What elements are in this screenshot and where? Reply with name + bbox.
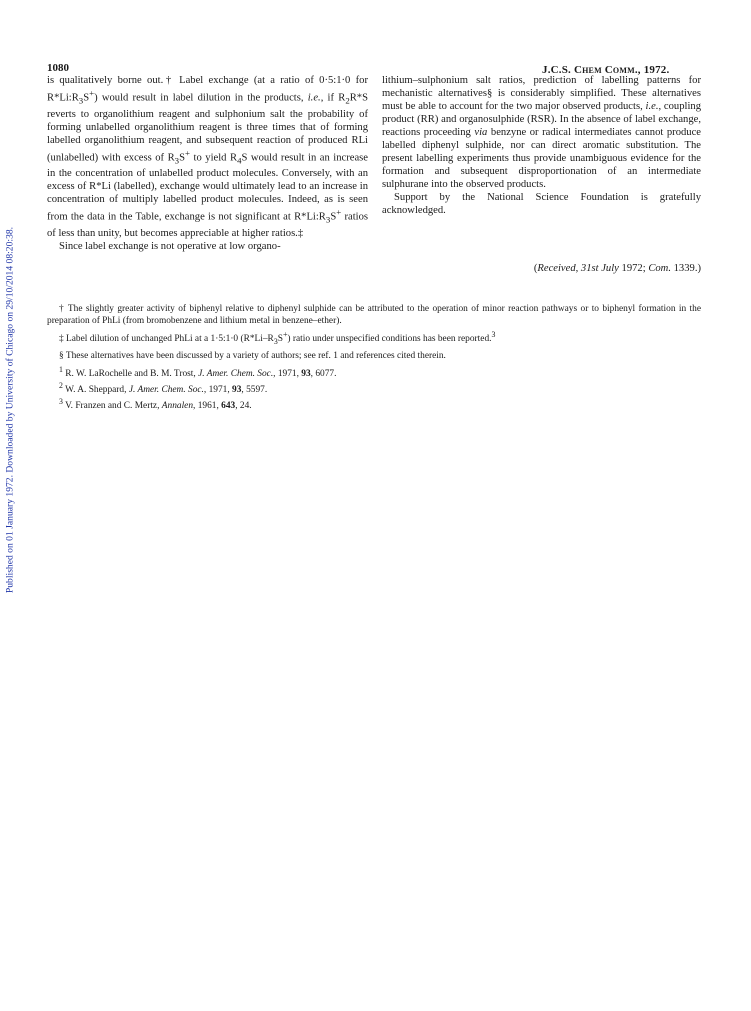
text-run: ) would result in label dilution in the products, <box>94 92 308 104</box>
reference-journal: J. Amer. Chem. Soc. <box>128 385 204 396</box>
reference-journal: Annalen <box>161 401 194 412</box>
text-run: S would result in an increase in the concentration of unlabelled product molecules. Conversely, with an excess of R*Li (labelled), exchange would ultimately lead to an increase in concentration of multiply labelled product molecules. Indeed, as is seen from the data in the Table, exchange is not significant at R*Li:R <box>47 152 368 223</box>
italic-text: i.e. <box>645 101 659 112</box>
italic-text: via <box>474 127 488 138</box>
superscript: + <box>185 147 190 158</box>
text-run: lithium–sulphonium salt ratios, prediction of labelling patterns for mechanistic alternatives§ is considerably simplified. These alternatives must be able to account for the two major observed products, <box>382 75 701 112</box>
subscript: 3 <box>78 95 84 106</box>
reference-item <box>47 380 701 396</box>
italic-text: Received <box>537 263 576 274</box>
right-column <box>382 74 701 217</box>
superscript: 3 <box>491 330 496 339</box>
reference-pages: , 5597. <box>241 385 268 396</box>
footnote-dagger: † The slightly greater activity of biphenyl relative to diphenyl sulphide can be attributed to the operation of minor reaction pathways or to biphenyl formation in the preparation of PhLi (from bromobenzene and lithium metal in benzene–ether). <box>47 304 701 326</box>
paragraph <box>47 74 368 240</box>
text-run: benzyne or radical intermediates cannot produce labelled diphenyl sulphide, nor can direct aromatic substitution. The present labelling experiments thus provide unambiguous evidence for the formation and subsequent disproportionation of an intermediate sulphurane into the observed products. <box>382 127 701 190</box>
reference-item <box>47 364 701 380</box>
reference-year: , 1961, <box>193 401 222 412</box>
acknowledgement: Support by the National Science Foundation is gratefully acknowledged. <box>382 192 701 216</box>
received-date <box>382 263 701 274</box>
reference-journal: J. Amer. Chem. Soc. <box>198 369 274 380</box>
page-number: 1080 <box>47 62 69 74</box>
reference-authors: R. W. LaRochelle and B. M. Trost, <box>62 369 199 380</box>
superscript: + <box>89 88 95 98</box>
download-watermark <box>2 190 18 630</box>
italic-text: Com. <box>648 263 671 274</box>
superscript: + <box>336 207 342 218</box>
text-run: S <box>83 92 90 104</box>
text-run: ratios of less than unity, but becomes appreciable at higher ratios.‡ <box>47 211 369 239</box>
reference-pages: , 6077. <box>310 369 337 380</box>
text-run: ‡ Label dilution of unchanged PhLi at a 1·5:1·0 (R*Li–R <box>59 334 274 345</box>
journal-prefix: J.C.S. <box>542 64 574 76</box>
text-run: ) ratio under unspecified conditions has been reported. <box>287 334 492 345</box>
reference-year: , 1971, <box>273 369 302 380</box>
reference-volume: 643 <box>221 401 236 412</box>
text-run: S <box>179 152 185 164</box>
text-run: , coupling product (RR) and organosulphide (RSR). In the absence of label exchange, reactions proceeding <box>382 101 702 138</box>
reference-year: , 1971, <box>203 385 233 396</box>
journal-name: Chem Comm <box>573 64 635 76</box>
text-run: is qualitatively borne out.† Label exchange (at a ratio of 0·5:1·0 for R*Li:R <box>47 75 368 104</box>
subscript: 3 <box>325 214 331 225</box>
subscript: 2 <box>345 95 350 106</box>
download-note: Published on 01 January 1972. Downloaded by University of Chicago on 29/10/2014 08:20:38. <box>4 226 16 594</box>
reference-number: 2 <box>59 381 63 391</box>
text-run: S <box>277 334 283 345</box>
footnotes <box>47 303 701 412</box>
superscript: + <box>282 330 288 339</box>
reference-number: 1 <box>59 365 63 374</box>
reference-item <box>47 396 701 412</box>
left-column <box>47 74 368 253</box>
subscript: 3 <box>174 155 180 166</box>
text-run: S <box>330 211 337 223</box>
reference-authors: W. A. Sheppard, <box>62 385 129 396</box>
italic-text: , 31st July <box>575 263 619 274</box>
reference-number: 3 <box>59 397 63 407</box>
italic-text: i.e. <box>307 92 321 104</box>
text-run: ( <box>533 263 538 274</box>
text-run: R*S reverts to organolithium reagent and sulphonium salt the probability of forming unlabelled organolithium reagent is three times that of forming labelled organolithium reagent, and subsequent reaction of produced RLi (unlabelled) with excess of R <box>47 92 368 164</box>
reference-authors: V. Franzen and C. Mertz, <box>62 401 162 412</box>
text-run: to yield R <box>189 152 238 164</box>
reference-volume: 93 <box>232 385 242 396</box>
subscript: 4 <box>237 155 242 166</box>
text-run: 1972; <box>618 263 649 274</box>
paragraph: Since label exchange is not operative at low organo- <box>59 240 281 252</box>
reference-pages: , 24. <box>235 401 252 412</box>
paragraph <box>382 74 701 191</box>
footnote-double-dagger <box>47 329 701 348</box>
text-run: , if R <box>320 92 346 104</box>
text-run: 1339.) <box>670 263 701 274</box>
footnote-section: § These alternatives have been discussed by a variety of authors; see ref. 1 and references cited therein. <box>59 351 446 361</box>
journal-suffix: ., 1972. <box>634 64 670 76</box>
subscript: 3 <box>273 337 278 346</box>
reference-volume: 93 <box>301 369 311 380</box>
